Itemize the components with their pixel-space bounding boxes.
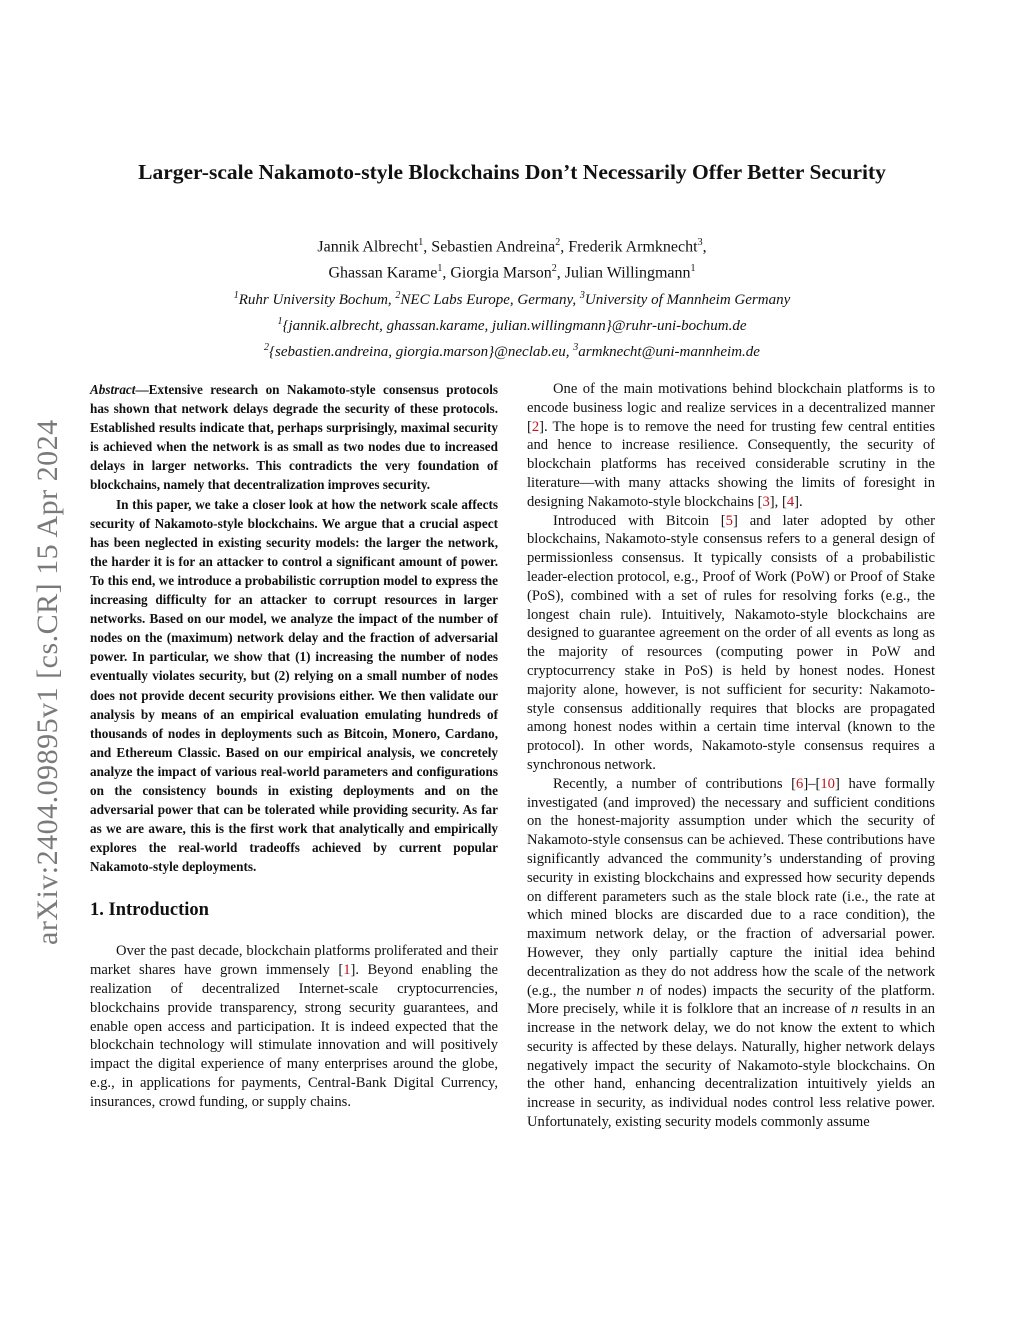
email: armknecht@uni-mannheim.de bbox=[578, 343, 760, 360]
affil-sup: 2 bbox=[395, 289, 401, 301]
citation-link[interactable]: 10 bbox=[820, 775, 835, 792]
text-run: of nodes) impacts the security of the platform. More precisely, while it is folklore that an increase of bbox=[527, 982, 936, 1018]
citation-link[interactable]: 1 bbox=[343, 962, 351, 979]
author-name: Jannik Albrecht bbox=[317, 238, 419, 256]
author-sup: 3 bbox=[697, 237, 703, 248]
citation-link[interactable]: 5 bbox=[725, 512, 733, 529]
text-run: results in an increase in the network delay, we do not know the extent to which security is affected by these delays. Naturally, higher network delays negatively impact the security of Nakamoto-style blockchains. On the other hand, enhancing decentralization intuitively yields an increase in security, as individual nodes control less relative power. Unfortunately, existing security models commonly assume bbox=[527, 1001, 935, 1131]
abstract-text: —Extensive research on Nakamoto-style consensus protocols has shown that network delays degrade the security of these protocols. Established results indicate that, perhaps surprisingly, maximal security is achieved when the network is as small as two nodes due to increased delays in larger networks. This contradicts the very foundation of blockchains, namely that decentralization improves security. bbox=[90, 382, 498, 493]
text-run: ] have formally investigated (and improved) the necessary and sufficient conditions on the honest-majority assumption under which the security of Nakamoto-style consensus can be achieved. These contributions have significantly advanced the community’s understanding of proving security in existing blockchains and expressed how security depends on different parameters such as the stale block rate (i.e., the rate at which mined blocks are discarded due to a race condition), the maximum network delay, or the fraction of adversarial power. However, they only partially capture the initial idea behind decentralization as they do not address how the scale of the network (e.g., the number bbox=[527, 775, 935, 999]
text-run: ]. Beyond enabling the realization of decentralized Internet-scale cryptocurrencies, blockchains provide transparency, strong security guarantees, and enable open access and participation. It is indeed expected that the blockchain technology will stimulate innovation and will positively impact the digital experience of many enterprises around the globe, e.g., in applications for payments, Central-Bank Digital Currency, insurances, crowd funding, or supply chains. bbox=[90, 962, 498, 1110]
author-sup: 2 bbox=[551, 263, 557, 275]
author-block bbox=[0, 232, 1024, 363]
author-line-2: Ghassan Karame$^1$, Giorgia Marson$^2$, Julian Willingmann$^1$ bbox=[328, 263, 696, 282]
math-variable: n bbox=[636, 982, 644, 999]
affil-sup: 1 bbox=[277, 315, 283, 327]
author-sup: 1 bbox=[418, 237, 424, 248]
citation-link[interactable]: 4 bbox=[786, 493, 795, 510]
email-line-2 bbox=[0, 337, 1024, 363]
abstract-paragraph-1 bbox=[90, 380, 498, 495]
body-paragraph-1 bbox=[527, 380, 935, 512]
email-line-1 bbox=[0, 311, 1024, 337]
citation-link[interactable]: 2 bbox=[531, 418, 540, 435]
affiliation: University of Mannheim Germany bbox=[584, 291, 791, 308]
affil-sup: 3 bbox=[573, 341, 579, 353]
citation-link[interactable]: 6 bbox=[796, 775, 804, 792]
author-name: Julian Willingmann bbox=[564, 264, 691, 282]
text-run: ] and later adopted by other blockchains, Nakamoto-style consensus refers to a general design of permissionless consensus. It typically consists of a probabilistic leader-election protocol, e.g., Proof of Work (PoW) or Proof of Stake (PoS), combined with a set of rules for resolving forks (e.g., the longest chain rule). Intuitively, Nakamoto-style blockchains are designed to guarantee agreement on the order of all events as long as the majority of resources (computing power in PoW and cryptocurrency stake in PoS) is held by honest nodes. Honest majority alone, however, is not sufficient for security: Nakamoto-style consensus additionally requires that blocks are propagated among honest nodes within a certain time interval (known to the protocol). In other words, Nakamoto-style consensus requires a synchronous network. bbox=[527, 512, 936, 773]
affil-sup: 2 bbox=[264, 341, 270, 353]
paper-title: Larger-scale Nakamoto-style Blockchains Don’t Necessarily Offer Better Security bbox=[138, 160, 886, 184]
author-sup: 1 bbox=[690, 263, 696, 275]
author-line-1: Jannik Albrecht$^1$, Sebastien Andreina$^2$, Frederik Armknecht$^3$, bbox=[317, 237, 707, 256]
left-column bbox=[90, 380, 498, 1112]
section-heading-introduction: 1. Introduction bbox=[90, 900, 209, 921]
abstract-paragraph-2: In this paper, we take a closer look at how the network scale affects security of Nakamoto-style blockchains. We argue that a crucial aspect has been neglected in existing security models: the larger the network, the harder it is for an attacker to control a significant amount of power. To this end, we introduce a probabilistic corruption model to express the increasing difficulty for an attacker to corrupt resources in larger networks. Based on our model, we analyze the impact of the number of nodes on the (maximum) network delay and the fraction of adversarial power. In particular, we show that (1) increasing the number of nodes eventually violates security, but (2) relying on a small number of nodes does not provide decent security provisions either. We then validate our analysis by means of an empirical evaluation emulating hundreds of thousands of nodes in deployments such as Bitcoin, Monero, Cardano, and Ethereum Classic. Based on our empirical analysis, we concretely analyze the impact of various real-world parameters and configurations on the consistency bounds in existing deployments and on the adversarial power that can be tolerated while providing security. As far as we are aware, this is the first work that analytically and empirically explores the real-world tradeoffs achieved by current popular Nakamoto-style deployments. bbox=[90, 496, 498, 875]
arxiv-identifier: arXiv:2404.09895v1 [cs.CR] 15 Apr 2024 bbox=[31, 419, 64, 945]
author-sup: 2 bbox=[555, 237, 561, 248]
email: {sebastien.andreina, giorgia.marson}@neclab.eu, bbox=[269, 343, 570, 360]
text-run: Over the past decade, blockchain platforms proliferated and their market shares have grown immensely [ bbox=[90, 943, 498, 979]
author-name: Sebastien Andreina bbox=[431, 238, 556, 256]
math-variable: n bbox=[850, 1001, 859, 1018]
text-run: Recently, a number of contributions [ bbox=[553, 775, 797, 792]
body-paragraph-3 bbox=[527, 775, 935, 1132]
abstract bbox=[90, 380, 498, 876]
author-sup: 1 bbox=[437, 263, 443, 275]
text-run: ]. bbox=[794, 493, 803, 510]
author-name: Ghassan Karame bbox=[328, 264, 438, 282]
affiliation: NEC Labs Europe, Germany, bbox=[400, 291, 577, 308]
text-run: One of the main motivations behind blockchain platforms is to encode business logic and realize services in a decentralized manner [ bbox=[527, 381, 935, 435]
affil-sup: 1 bbox=[233, 289, 239, 301]
intro-paragraph-1 bbox=[90, 942, 498, 1111]
text-run: Introduced with Bitcoin [ bbox=[553, 512, 726, 529]
body-paragraph-2 bbox=[527, 512, 935, 775]
text-run: ], [ bbox=[769, 493, 787, 510]
affiliation: Ruhr University Bochum, bbox=[238, 291, 392, 308]
citation-link[interactable]: 3 bbox=[762, 493, 770, 510]
text-run: ]. The hope is to remove the need for trusting few central entities and hence to increase resilience. Consequently, the security of blockchain platforms has received considerable scrutiny in the literature—with many attacks showing the limits of foresight in designing Nakamoto-style blockchains [ bbox=[527, 418, 935, 510]
abstract-label: Abstract bbox=[90, 382, 136, 397]
author-name: Frederik Armknecht bbox=[568, 238, 698, 256]
author-name: Giorgia Marson bbox=[450, 264, 552, 282]
right-column bbox=[527, 380, 935, 1132]
email: {jannik.albrecht, ghassan.karame, julian.willingmann}@ruhr-uni-bochum.de bbox=[282, 317, 747, 334]
affiliation-line bbox=[0, 285, 1024, 311]
affil-sup: 3 bbox=[579, 289, 585, 301]
text-run: ]–[ bbox=[803, 775, 821, 792]
